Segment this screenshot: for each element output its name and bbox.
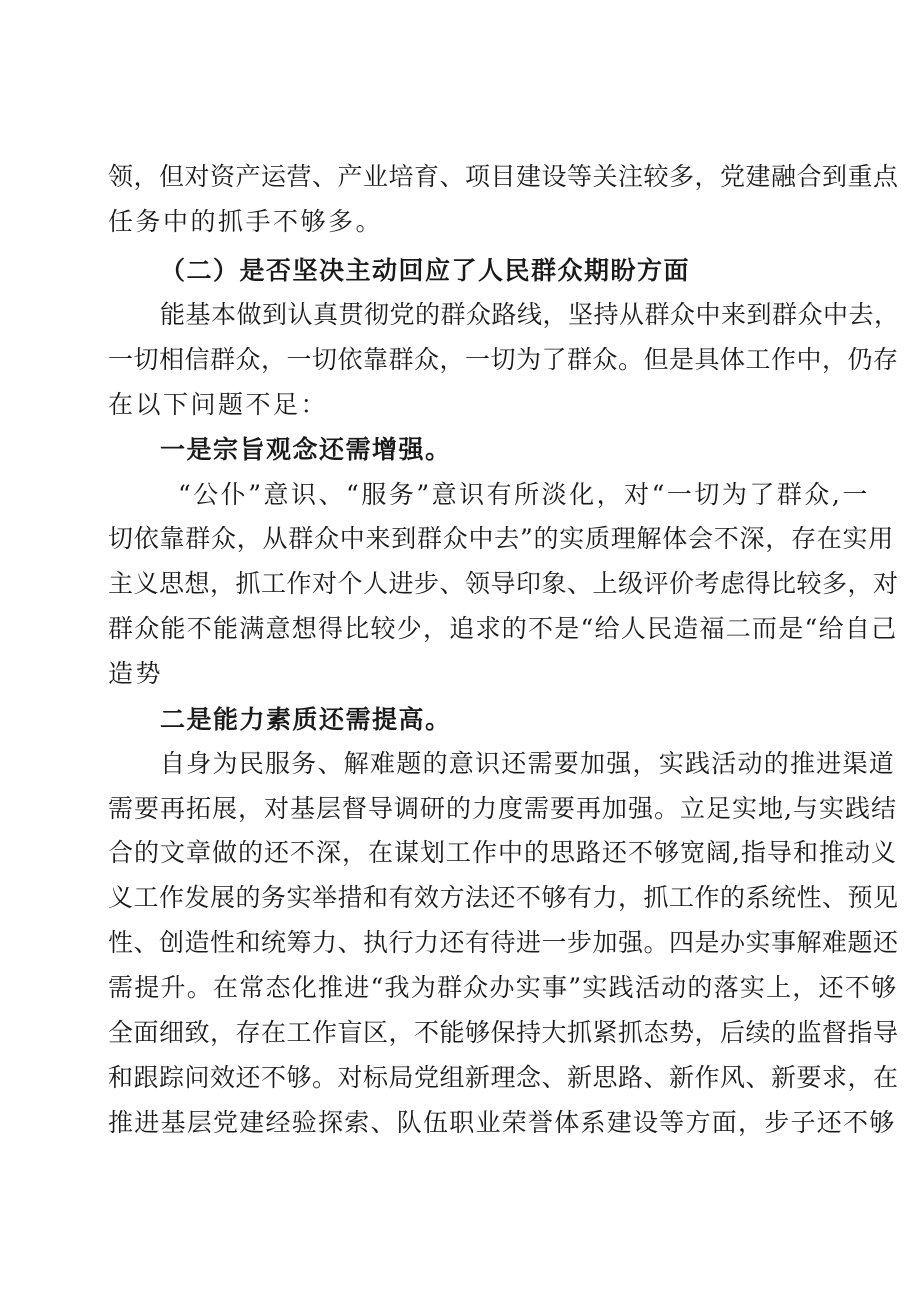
text-line: 在以下问题不足： [108,390,329,419]
text-line: 造势 [108,659,164,688]
text-line: 一切相信群众，一切依靠群众，一切为了群众。但是具体工作中，仍存 [108,345,899,374]
text-line: 性、创造性和统筹力、执行力还有待进一步加强。四是办实事解难题还 [108,928,899,957]
text-line: 需要再拓展，对基层督导调研的力度需要再加强。立足实地,与实践结 [108,794,897,823]
text-line: 义工作发展的务实举措和有效方法还不够有力，抓工作的系统性、预见 [108,883,899,912]
section-heading: （二）是否坚决主动回应了人民群众期盼方面 [160,256,691,285]
text-line: 群众能不能满意想得比较少，追求的不是“给人民造福二而是“给自己 [108,614,898,643]
subheading: 二是能力素质还需提高。 [160,705,452,734]
text-line: 主义思想，抓工作对个人进步、领导印象、上级评价考虑得比较多，对 [108,569,899,598]
text-line: “公仆”意识、“服务”意识有所淡化，对“一切为了群众,一 [178,480,870,509]
text-line: 需提升。在常态化推进“我为群众办实事”实践活动的落实上，还不够 [108,973,898,1002]
text-line: 和跟踪问效还不够。对标局党组新理念、新思路、新作风、新要求，在 [108,1063,899,1092]
text-line: 任务中的抓手不够多。 [108,207,384,236]
text-line: 切依靠群众，从群众中来到群众中去”的实质理解体会不深，存在实用 [108,524,895,553]
text-line: 自身为民服务、解难题的意识还需要加强，实践活动的推进渠道 [160,749,896,778]
text-line: 全面细致，存在工作盲区，不能够保持大抓紧抓态势，后续的监督指导 [108,1018,899,1047]
text-line: 合的文章做的还不深，在谋划工作中的思路还不够宽阔,指导和推动义 [108,838,897,867]
text-line: 能基本做到认真贯彻党的群众路线，坚持从群众中来到群众中去， [160,300,900,329]
subheading: 一是宗旨观念还需增强。 [160,435,452,464]
text-line: 领，但对资产运营、产业培育、项目建设等关注较多，党建融合到重点 [108,162,899,191]
text-line: 推进基层党建经验探索、队伍职业荣誉体系建设等方面，步子还不够 [108,1108,896,1137]
